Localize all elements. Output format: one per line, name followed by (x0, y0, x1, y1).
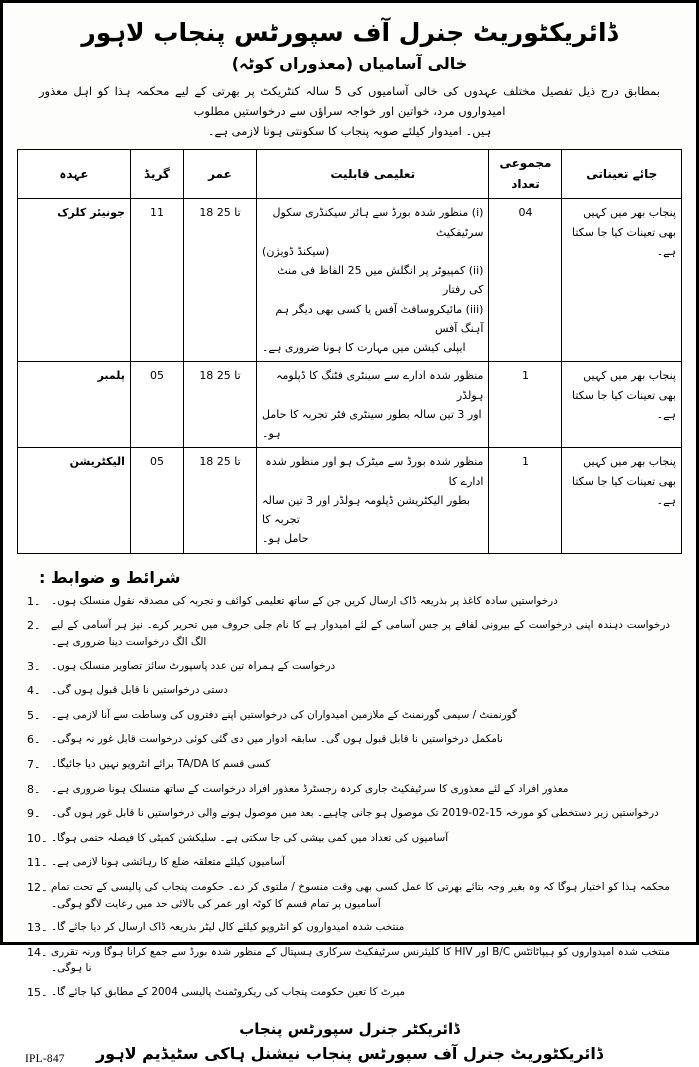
qualification-line: منظور شدہ بورڈ سے میٹرک ہو اور منظور شدہ ادارے کا (265, 455, 484, 488)
table-row (18, 448, 682, 553)
conditions-list (17, 593, 682, 1009)
cell-count: 1 (489, 362, 562, 448)
column-header-count: مجموعی تعداد (489, 150, 562, 199)
condition-number: 9۔ (27, 807, 41, 821)
qualification-line: بطور الیکٹریشن ڈپلومہ ہولڈر اور 3 تین سالہ تجربہ کا (262, 493, 471, 527)
table-header-row (18, 150, 682, 199)
list-item (21, 879, 674, 912)
condition-text: محکمہ ہذا کو اختیار ہوگا کہ وہ بغیر وجہ بتائے بھرتی کا عمل کسی بھی وقت منسوخ / ملتوی کر دے۔ حکومت پنجاب کی پالیسی کے تحت تمام آسامیوں پر تمام قسم کا کوٹہ اور عمر کی بالائی حد میں رعایت لاگو ہوگی۔ (51, 880, 670, 910)
list-item (21, 830, 674, 848)
conditions-heading: شرائط و ضوابط : (39, 567, 181, 587)
condition-text: درخواست دہندہ اپنی درخواست کے بیرونی لفافے پر جس آسامی کے لئے امیدوار ہے کا نام جلی حروف میں تحریر کرے۔ نیز ہر آسامی کے لیے الگ الگ درخواست دینا ضروری ہے۔ (51, 619, 670, 648)
page-subtitle: خالی آسامیاں (معذوراں کوٹہ) (231, 54, 468, 74)
page-inner (3, 3, 696, 1065)
condition-number: 2۔ (27, 619, 41, 633)
table-row (18, 199, 682, 362)
condition-text: معذور افراد کے لئے معذوری کا سرٹیفکیٹ جاری کردہ رجسٹرڈ معذور افراد درخواست کے ساتھ منسلک ہونا ضروری ہے۔ (51, 782, 569, 795)
cell-qualification (257, 199, 489, 362)
cell-post: الیکٹریشن (18, 448, 131, 553)
condition-number: 12۔ (27, 880, 48, 894)
signature-title: ڈائریکٹر جنرل سپورٹس پنجاب (239, 1019, 460, 1038)
qualification-line: (ii) کمپیوٹر پر انگلش میں 25 الفاظ فی منٹ کی رفتار (277, 264, 484, 297)
list-item (21, 756, 674, 774)
cell-place: پنجاب بھر میں کہیں بھی تعینات کیا جا سکتا ہے۔ (562, 199, 682, 362)
list-item (21, 854, 674, 872)
qualification-line: اور 3 تین سالہ بطور سینٹری فٹر تجربہ کا حامل ہو۔ (262, 407, 482, 441)
cell-qualification (257, 448, 489, 553)
qualification-line: حامل ہو۔ (262, 532, 309, 546)
condition-text: منتخب شدہ امیدواروں کو ہیپاٹائٹس B/C اور HIV کا کلیئرنس سرٹیفکیٹ سرکاری ہسپتال کے منظور شدہ بورڈ سے جمع کرانا ہوگا ورنہ تقرری نا ہوگی۔ (51, 945, 671, 975)
condition-text: درخواست کے ہمراہ تین عدد پاسپورٹ سائز تصاویر منسلک ہوں۔ (51, 659, 336, 672)
cell-age: 18 تا 25 (184, 448, 257, 553)
cell-qualification (257, 362, 489, 448)
table-row (18, 362, 682, 448)
list-item (21, 707, 674, 725)
qualification-line: (سیکنڈ ڈویژن) (262, 244, 330, 258)
page-footer (17, 1009, 682, 1067)
column-header-age: عمر (184, 150, 257, 199)
intro-line-2: ہیں۔ امیدوار کیلئے صوبہ پنجاب کا سکونتی ہونا لازمی ہے۔ (207, 124, 492, 139)
condition-text: کسی قسم کا TA/DA برائے انٹرویو نہیں دیا جائیگا۔ (51, 757, 271, 770)
list-item (21, 731, 674, 749)
list-item (21, 919, 674, 937)
cell-post: پلمبر (18, 362, 131, 448)
cell-grade: 11 (130, 199, 183, 362)
vacancies-table (17, 149, 682, 553)
condition-text: منتخب شدہ امیدواروں کو انٹرویو کیلئے کال لیٹر بذریعہ ڈاک ارسال کر دیا جائے گا۔ (51, 921, 405, 934)
condition-text: آسامیوں کی تعداد میں کمی بیشی کی جا سکتی ہے۔ سلیکشن کمیٹی کا فیصلہ حتمی ہوگا۔ (51, 831, 449, 844)
column-header-qualification: تعلیمی قابلیت (257, 150, 489, 199)
condition-number: 4۔ (27, 684, 41, 698)
condition-number: 13۔ (27, 921, 48, 935)
qualification-line: (i) منظور شدہ بورڈ سے ہائر سیکنڈری سکول سرٹیفکیٹ (272, 206, 484, 239)
condition-number: 6۔ (27, 733, 41, 747)
condition-text: میرٹ کا تعین حکومت پنجاب کی ریکروٹمنٹ پالیسی 2004 کے مطابق کیا جائے گا۔ (51, 986, 406, 999)
condition-number: 11۔ (27, 856, 48, 870)
cell-grade: 05 (130, 362, 183, 448)
list-item (21, 805, 674, 823)
intro-line-1: بمطابق درج ذیل تفصیل مختلف عہدوں کی خالی آسامیوں کی 5 سالہ کنٹریکٹ پر بھرتی کے لیے محکمہ ہذا کو اہل معذور امیدواروں مرد، خواتین اور خواجہ سراؤں سے درخواستیں مطلوب (39, 84, 660, 119)
cell-post: جونیئر کلرک (18, 199, 131, 362)
intro-paragraph (17, 81, 682, 141)
vacancies-table-body (18, 199, 682, 553)
condition-number: 10۔ (27, 831, 48, 845)
list-item (21, 593, 674, 611)
list-item (21, 944, 674, 977)
reference-number: IPL-847 (25, 1052, 65, 1065)
column-header-post: عہدہ (18, 150, 131, 199)
cell-place: پنجاب بھر میں کہیں بھی تعینات کیا جا سکتا ہے۔ (562, 362, 682, 448)
condition-number: 3۔ (27, 659, 41, 673)
qualification-line: منظور شدہ ادارے سے سینٹری فٹنگ کا ڈپلومہ ہولڈر (276, 369, 484, 402)
condition-number: 8۔ (27, 782, 41, 796)
cell-age: 18 تا 25 (184, 362, 257, 448)
cell-age: 18 تا 25 (184, 199, 257, 362)
cell-place: پنجاب بھر میں کہیں بھی تعینات کیا جا سکتا ہے۔ (562, 448, 682, 553)
qualification-line: ایپلی کیشن میں مہارت کا ہونا ضروری ہے۔ (262, 341, 466, 355)
list-item (21, 658, 674, 676)
condition-number: 5۔ (27, 708, 41, 722)
signature-office: ڈائریکٹوریٹ جنرل آف سپورٹس پنجاب نیشنل ہاکی سٹیڈیم لاہور (95, 1043, 604, 1063)
list-item (21, 781, 674, 799)
condition-text: درخواستیں سادہ کاغذ پر بذریعہ ڈاک ارسال کریں جن کے ساتھ تعلیمی کوائف و تجربہ کی مصدقہ نقول منسلک ہوں۔ (51, 594, 558, 607)
condition-text: نامکمل درخواستیں نا قابل قبول ہوں گی۔ سابقہ ادوار میں دی گئی کوئی درخواست قابل غور نہ ہوگی۔ (51, 733, 503, 746)
condition-number: 15۔ (27, 986, 48, 1000)
page-title: ڈائریکٹوریٹ جنرل آف سپورٹس پنجاب لاہور (81, 18, 618, 47)
condition-text: درخواستیں زیر دستخطی کو مورخہ 15-02-2019 تک موصول ہو جانی چاہیے۔ بعد میں موصول ہونے والی درخواستیں نا قابل غور ہوں گی۔ (51, 807, 659, 820)
cell-count: 04 (489, 199, 562, 362)
column-header-grade: گریڈ (130, 150, 183, 199)
column-header-place: جائے تعیناتی (562, 150, 682, 199)
condition-number: 7۔ (27, 757, 41, 771)
cell-count: 1 (489, 448, 562, 553)
condition-number: 1۔ (27, 594, 41, 608)
condition-text: دستی درخواستیں نا قابل قبول ہوں گی۔ (51, 684, 228, 697)
list-item (21, 984, 674, 1002)
condition-number: 14۔ (27, 945, 48, 959)
list-item (21, 682, 674, 700)
qualification-line: (iii) مائیکروسافٹ آفس یا کسی بھی دیگر ہم آہنگ آفس (275, 302, 484, 335)
condition-text: گورنمنٹ / سیمی گورنمنٹ کے ملازمین امیدواران کی درخواستیں اپنے دفتروں کی وساطت سے آنا لازمی ہے۔ (51, 708, 517, 721)
cell-grade: 05 (130, 448, 183, 553)
condition-text: آسامیوں کیلئے متعلقہ ضلع کا رہائشی ہونا لازمی ہے۔ (51, 856, 286, 869)
list-item (21, 617, 674, 650)
